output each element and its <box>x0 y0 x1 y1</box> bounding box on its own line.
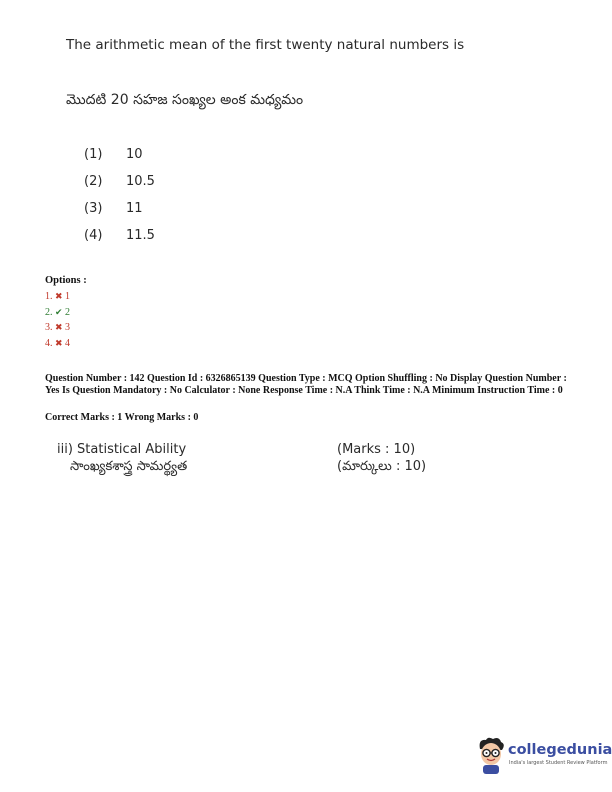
cross-icon: ✖ <box>55 322 63 332</box>
question-text-telugu: మొదటి 20 సహజ సంఖ్యల అంక మధ్యమం <box>66 92 304 108</box>
option-prefix: 3. <box>45 322 53 333</box>
option-prefix: 2. <box>45 307 53 318</box>
choice-4 <box>84 228 155 243</box>
choice-1 <box>84 147 143 162</box>
choice-2 <box>84 174 155 189</box>
option-prefix: 1. <box>45 291 53 302</box>
cross-icon: ✖ <box>55 338 63 348</box>
section-title-english: iii) Statistical Ability <box>57 442 187 457</box>
choice-number: (1) <box>84 147 103 162</box>
option-line-3 <box>45 322 70 333</box>
option-value: 2 <box>65 307 71 318</box>
choice-text: 10.5 <box>126 174 155 189</box>
marks-metadata: Correct Marks : 1 Wrong Marks : 0 <box>45 412 199 423</box>
choice-number: (3) <box>84 201 103 216</box>
choice-text: 10 <box>126 147 143 162</box>
check-icon: ✔ <box>55 307 63 317</box>
brand-name: collegedunia <box>508 742 612 758</box>
choice-text: 11.5 <box>126 228 155 243</box>
section-marks-telugu: (మార్కులు : 10) <box>337 459 427 474</box>
choice-number: (4) <box>84 228 103 243</box>
section-marks-english: (Marks : 10) <box>337 442 416 457</box>
option-value: 4 <box>65 338 71 349</box>
mascot-logo-icon <box>474 735 508 775</box>
option-line-4 <box>45 338 70 349</box>
cross-icon: ✖ <box>55 291 63 301</box>
section-title-telugu: సాంఖ్యకశాస్త్ర సామర్థ్యత <box>70 459 188 474</box>
option-value: 3 <box>65 322 71 333</box>
question-metadata: Question Number : 142 Question Id : 6326865139 Question Type : MCQ Option Shuffling : No Display Question Number : Yes Is Question Mandatory : No Calculator : None Response Time : N.A Think Time : N.A Minimum Instruction Time : 0 <box>45 373 567 396</box>
option-line-2 <box>45 307 70 318</box>
choice-text: 11 <box>126 201 143 216</box>
option-value: 1 <box>65 291 71 302</box>
option-prefix: 4. <box>45 338 53 349</box>
brand-tagline: India's largest Student Review Platform <box>509 760 608 766</box>
options-title: Options : <box>45 275 87 286</box>
question-text-english: The arithmetic mean of the first twenty natural numbers is <box>66 37 465 53</box>
option-line-1 <box>45 291 70 302</box>
choice-3 <box>84 201 143 216</box>
choice-number: (2) <box>84 174 103 189</box>
